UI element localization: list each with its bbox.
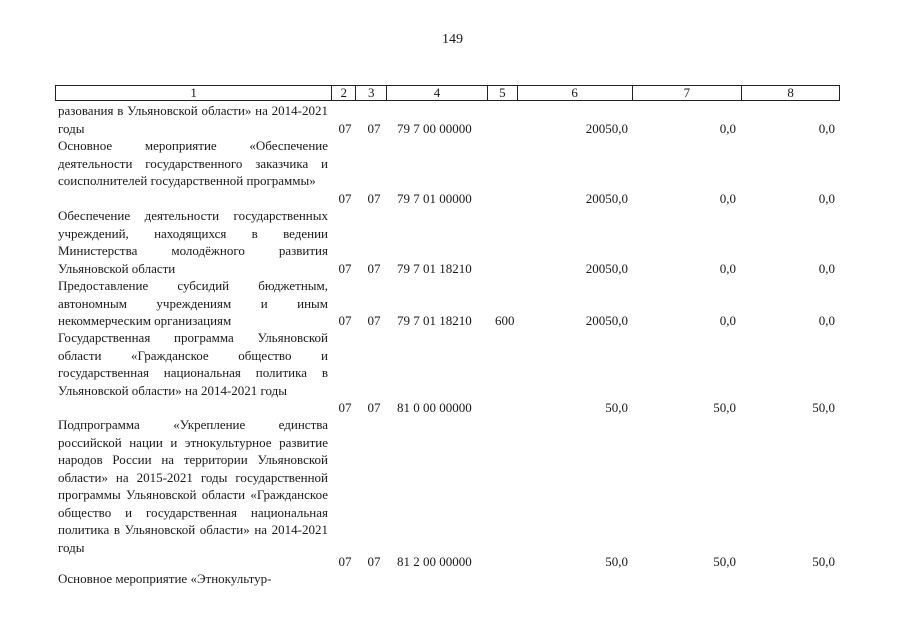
header-col-5: 5 xyxy=(488,86,518,100)
row-amount-col7: 0,0 xyxy=(719,191,736,206)
row-amount-col7: 0,0 xyxy=(719,313,736,328)
row-amount-col7: 50,0 xyxy=(713,400,736,415)
row-section: 07 xyxy=(338,400,352,415)
row-subsection: 07 xyxy=(367,400,381,415)
row-section: 07 xyxy=(338,261,352,276)
row-amount-col6: 20050,0 xyxy=(585,261,628,276)
row-target-code: 79 7 01 18210 xyxy=(397,261,472,276)
row-amount-col6: 20050,0 xyxy=(585,191,628,206)
row-target-code: 81 2 00 00000 xyxy=(397,554,472,569)
header-col-1: 1 xyxy=(56,86,332,100)
row-amount-col7: 50,0 xyxy=(713,554,736,569)
row-description: Предоставление субсидий бюджетным, автономным учреждениям и иным некоммерческим организациям xyxy=(58,278,328,328)
row-amount-col6: 50,0 xyxy=(605,554,628,569)
row-amount-col6: 50,0 xyxy=(605,400,628,415)
row-expense-type: 600 xyxy=(495,313,515,328)
row-amount-col8: 50,0 xyxy=(812,554,835,569)
header-col-6: 6 xyxy=(518,86,633,100)
row-target-code: 79 7 01 18210 xyxy=(397,313,472,328)
row-subsection: 07 xyxy=(367,191,381,206)
table-header xyxy=(55,85,840,101)
row-amount-col6: 20050,0 xyxy=(585,121,628,136)
row-amount-col6: 20050,0 xyxy=(585,313,628,328)
row-amount-col8: 0,0 xyxy=(818,191,835,206)
row-description: Основное мероприятие «Этнокультур- xyxy=(58,571,272,586)
row-amount-col7: 0,0 xyxy=(719,261,736,276)
row-amount-col8: 50,0 xyxy=(812,400,835,415)
header-col-3: 3 xyxy=(356,86,387,100)
header-col-4: 4 xyxy=(387,86,488,100)
row-amount-col8: 0,0 xyxy=(818,261,835,276)
row-description: Подпрограмма «Укрепление единства российской нации и этнокультурное развитие народов России на территории Ульяновской области» на 2015-2021 годы государственной программы Ульяновской области «Гражданское общество и государственная национальная политика в Ульяновской области» на 2014-2021 годы xyxy=(58,417,328,555)
row-section: 07 xyxy=(338,313,352,328)
row-subsection: 07 xyxy=(367,121,381,136)
row-description: Обеспечение деятельности государственных учреждений, находящихся в ведении Министерства молодёжного развития Ульяновской области xyxy=(58,208,328,276)
row-subsection: 07 xyxy=(367,261,381,276)
row-section: 07 xyxy=(338,554,352,569)
row-target-code: 81 0 00 00000 xyxy=(397,400,472,415)
row-amount-col7: 0,0 xyxy=(719,121,736,136)
header-col-7: 7 xyxy=(633,86,743,100)
row-subsection: 07 xyxy=(367,554,381,569)
row-description: разования в Ульяновской области» на 2014-2021 годы xyxy=(58,103,328,136)
row-amount-col8: 0,0 xyxy=(818,121,835,136)
page-number: 149 xyxy=(442,32,463,47)
header-col-2: 2 xyxy=(332,86,356,100)
row-subsection: 07 xyxy=(367,313,381,328)
row-amount-col8: 0,0 xyxy=(818,313,835,328)
row-section: 07 xyxy=(338,121,352,136)
row-description: Государственная программа Ульяновской области «Гражданское общество и государственная национальная политика в Ульяновской области» на 2014-2021 годы xyxy=(58,330,328,398)
row-description: Основное мероприятие «Обеспечение деятельности государственного заказчика и соисполнителей государственной программы» xyxy=(58,138,328,188)
header-col-8: 8 xyxy=(787,85,794,100)
row-section: 07 xyxy=(338,191,352,206)
row-target-code: 79 7 00 00000 xyxy=(397,121,472,136)
row-target-code: 79 7 01 00000 xyxy=(397,191,472,206)
